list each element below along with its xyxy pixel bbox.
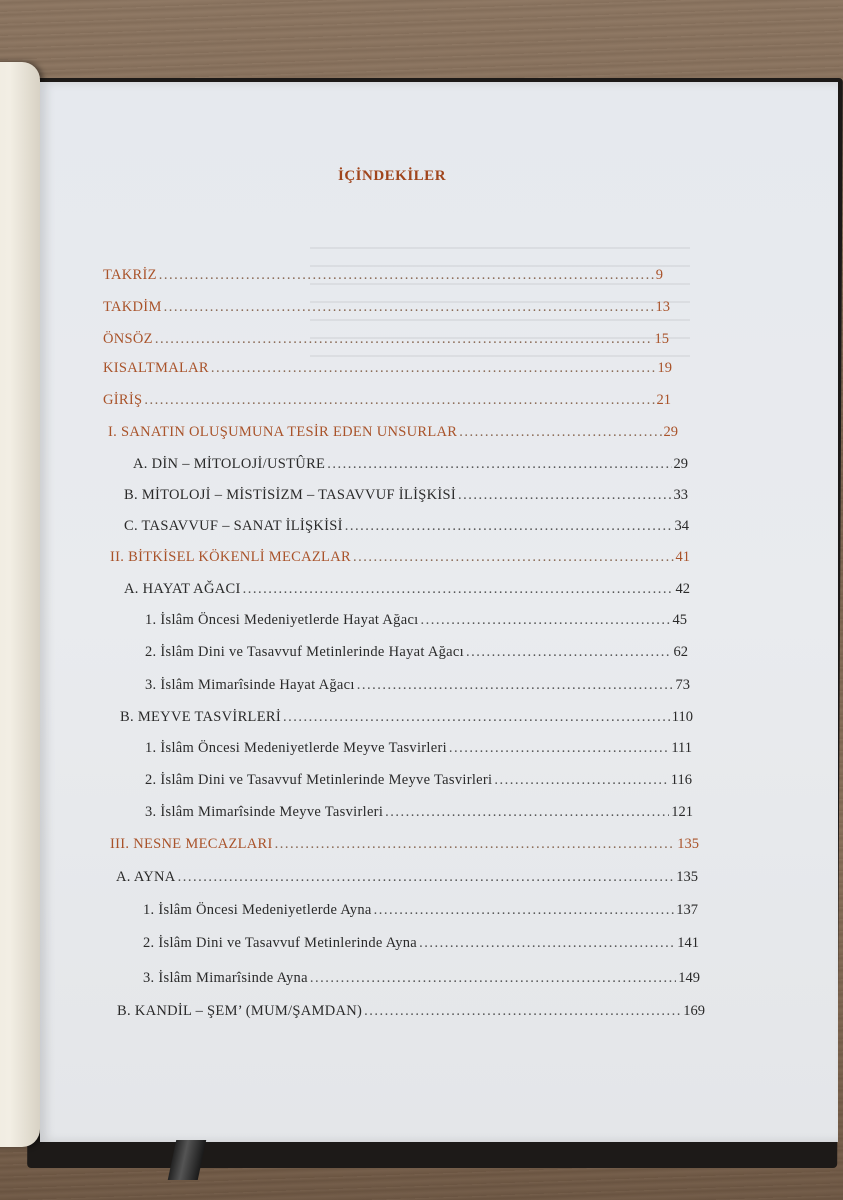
toc-entry bbox=[143, 967, 700, 989]
toc-entry-page: 137 bbox=[676, 902, 698, 918]
leader-dots bbox=[385, 801, 669, 823]
toc-entry-page: 111 bbox=[671, 740, 692, 756]
toc-entry bbox=[145, 801, 693, 823]
toc-entry bbox=[145, 641, 688, 663]
leader-dots bbox=[494, 769, 668, 791]
toc-entry-page: 29 bbox=[673, 456, 688, 472]
toc-entry bbox=[116, 866, 698, 888]
toc-title: İÇİNDEKİLER bbox=[338, 168, 447, 184]
toc-entry-label: A. AYNA bbox=[116, 869, 176, 885]
toc-entry bbox=[103, 357, 672, 379]
toc-entry-label: GİRİŞ bbox=[103, 392, 143, 408]
toc-entry-page: 62 bbox=[673, 644, 688, 660]
toc-entry-page: 29 bbox=[663, 424, 678, 440]
toc-entry-label: A. HAYAT AĞACI bbox=[124, 581, 241, 597]
toc-entry-label: I. SANATIN OLUŞUMUNA TESİR EDEN UNSURLAR bbox=[108, 424, 458, 440]
toc-entry-page: 116 bbox=[670, 772, 692, 788]
leader-dots bbox=[211, 357, 656, 379]
leader-dots bbox=[178, 866, 675, 888]
toc-entry-label: III. NESNE MECAZLARI bbox=[110, 836, 273, 852]
toc-entry bbox=[124, 484, 688, 506]
toc-entry bbox=[145, 674, 690, 696]
toc-entry-label: 3. İslâm Mimarîsinde Meyve Tasvirleri bbox=[145, 804, 384, 820]
leader-dots bbox=[364, 1000, 681, 1022]
toc-entry-label: 2. İslâm Dini ve Tasavvuf Metinlerinde Hayat Ağacı bbox=[145, 644, 464, 660]
toc-entry-page: 110 bbox=[671, 709, 693, 725]
toc-entry bbox=[143, 899, 698, 921]
toc-entry-label: A. DİN – MİTOLOJİ/USTÛRE bbox=[133, 456, 326, 472]
leader-dots bbox=[449, 737, 669, 759]
toc-entry-label: C. TASAVVUF – SANAT İLİŞKİSİ bbox=[124, 518, 343, 534]
toc-entry bbox=[120, 706, 693, 728]
leader-dots bbox=[345, 515, 673, 537]
leader-dots bbox=[421, 609, 671, 631]
leader-dots bbox=[310, 967, 676, 989]
toc-entry-page: 149 bbox=[678, 970, 700, 986]
toc-entry-label: TAKRİZ bbox=[103, 267, 157, 283]
leader-dots bbox=[159, 264, 654, 286]
toc-entry bbox=[103, 328, 669, 350]
toc-entry bbox=[108, 421, 678, 443]
toc-entry-label: 1. İslâm Öncesi Medeniyetlerde Hayat Ağacı bbox=[145, 612, 419, 628]
leader-dots bbox=[458, 484, 672, 506]
toc-entry-label: B. MEYVE TASVİRLERİ bbox=[120, 709, 281, 725]
leader-dots bbox=[353, 546, 674, 568]
toc-entry-page: 45 bbox=[672, 612, 687, 628]
toc-entry-page: 169 bbox=[683, 1003, 705, 1019]
toc-entry-label: II. BİTKİSEL KÖKENLİ MECAZLAR bbox=[110, 549, 351, 565]
leader-dots bbox=[283, 706, 670, 728]
toc-entry bbox=[145, 769, 692, 791]
toc-entry-label: 3. İslâm Mimarîsinde Ayna bbox=[143, 970, 308, 986]
toc-entry-page: 13 bbox=[655, 299, 670, 315]
toc-entry-label: 2. İslâm Dini ve Tasavvuf Metinlerinde Meyve Tasvirleri bbox=[145, 772, 493, 788]
leader-dots bbox=[357, 674, 674, 696]
toc-entry-page: 121 bbox=[671, 804, 693, 820]
leader-dots bbox=[327, 453, 671, 475]
toc-entry bbox=[124, 515, 689, 537]
toc-entry-page: 135 bbox=[676, 869, 698, 885]
toc-entry bbox=[103, 264, 663, 286]
leader-dots bbox=[459, 421, 661, 443]
toc-entry-page: 33 bbox=[673, 487, 688, 503]
toc-entry-label: 2. İslâm Dini ve Tasavvuf Metinlerinde Ayna bbox=[143, 935, 418, 951]
toc-entry-page: 34 bbox=[674, 518, 689, 534]
toc-entry-page: 73 bbox=[675, 677, 690, 693]
toc-entry-label: 1. İslâm Öncesi Medeniyetlerde Ayna bbox=[143, 902, 372, 918]
toc-entry bbox=[110, 546, 690, 568]
toc-entry bbox=[133, 453, 688, 475]
toc-entry-label: KISALTMALAR bbox=[103, 360, 209, 376]
leader-dots bbox=[466, 641, 672, 663]
leader-dots bbox=[155, 328, 653, 350]
leader-dots bbox=[243, 578, 674, 600]
toc-entry-page: 15 bbox=[654, 331, 669, 347]
toc-entry bbox=[103, 389, 671, 411]
toc-entry bbox=[110, 833, 699, 855]
toc-entry-page: 135 bbox=[677, 836, 699, 852]
toc-entry bbox=[145, 737, 692, 759]
toc-entry-page: 21 bbox=[656, 392, 671, 408]
toc-entry-label: 1. İslâm Öncesi Medeniyetlerde Meyve Tasvirleri bbox=[145, 740, 447, 756]
toc-entry-label: B. MİTOLOJİ – MİSTİSİZM – TASAVVUF İLİŞKİSİ bbox=[124, 487, 456, 503]
toc-entry-label: TAKDİM bbox=[103, 299, 162, 315]
toc-entry bbox=[103, 296, 670, 318]
leader-dots bbox=[164, 296, 654, 318]
toc-entry-label: ÖNSÖZ bbox=[103, 331, 153, 347]
toc-entry-page: 19 bbox=[657, 360, 672, 376]
toc-entry bbox=[117, 1000, 705, 1022]
toc-entry bbox=[124, 578, 690, 600]
leader-dots bbox=[275, 833, 676, 855]
toc-entry bbox=[145, 609, 687, 631]
toc-entry bbox=[143, 932, 699, 954]
toc-entry-page: 42 bbox=[675, 581, 690, 597]
toc-entry-page: 141 bbox=[677, 935, 699, 951]
toc-entry-page: 9 bbox=[655, 267, 663, 283]
toc-entry-label: B. KANDİL – ŞEM’ (MUM/ŞAMDAN) bbox=[117, 1003, 363, 1019]
toc-entry-label: 3. İslâm Mimarîsinde Hayat Ağacı bbox=[145, 677, 355, 693]
leader-dots bbox=[144, 389, 654, 411]
leader-dots bbox=[374, 899, 675, 921]
leader-dots bbox=[419, 932, 675, 954]
toc-entry-page: 41 bbox=[675, 549, 690, 565]
